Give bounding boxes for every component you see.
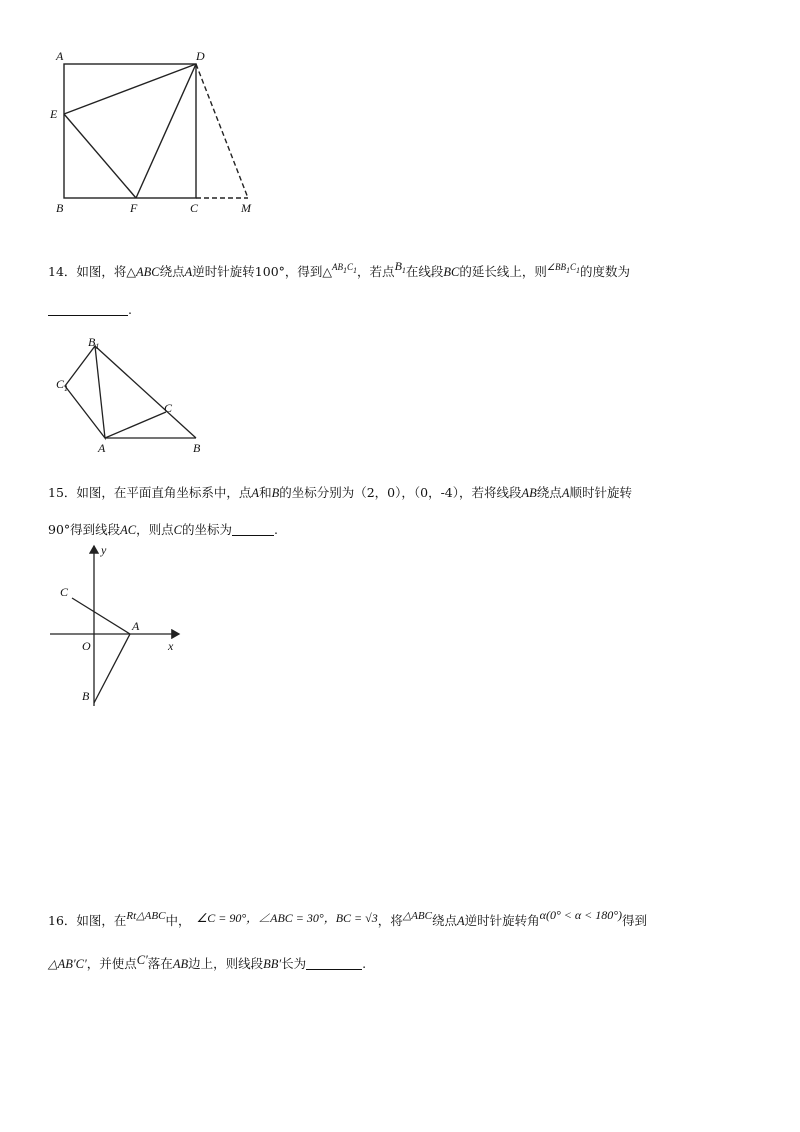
square-abcd [64,64,196,198]
segment-ed [64,64,196,114]
label-b: B [82,689,90,703]
question-15-line2: 90°得到线段AC，则点C的坐标为 . [48,522,278,537]
label-c: C [60,585,69,599]
answer-blank[interactable] [232,523,274,536]
question-number: 15． [48,485,77,500]
label-b: B [193,441,201,455]
angle-bb1c1: ∠BB1C1 [546,262,581,275]
label-o: O [82,639,91,653]
figure-coordinate-15 [46,540,196,710]
label-c: C [190,201,199,215]
label-b: B [56,201,64,215]
label-a: A [56,49,64,63]
label-b1: $B_1$ [88,335,100,351]
triangle-abprimecprime: △AB′C′ [48,957,87,971]
label-a: A [98,441,106,455]
segment-ac [72,598,130,634]
answer-line-14: . [48,300,132,320]
question-14: 14．如图，将△ABC绕点A逆时针旋转100°，得到△$^{AB1C1}$，若点$B_1$在线段BC的延长线上，则$^{\angle BB1C1}$的度数为 [48,259,631,279]
question-16: 16．如图，在Rt△ABC中， ∠C = 90°，∠ABC = 30°，BC = √3，将△ABC绕点A逆时针旋转角α(0° < α < 180°)得到 [48,908,648,928]
segment-ac [105,412,166,438]
condition: ∠C = 90°，∠ABC = 30°，BC = √3 [196,911,378,925]
question-number: 16． [48,913,77,928]
segment-dm-dashed [196,64,248,198]
label-m: M [241,201,251,215]
label-a: A [132,619,140,633]
label-c: C [164,401,173,415]
segment-fd [136,64,196,198]
answer-blank[interactable] [48,303,128,316]
question-number: 14． [48,264,77,279]
rt-triangle: Rt△ABC [126,910,166,922]
triangle-abc: △ABC [402,910,432,922]
question-15: 15．如图，在平面直角坐标系中，点A和B的坐标分别为（2，0），（0，-4），若将线段AB绕点A顺时针旋转 [48,485,632,500]
tri-ab1c1: AB1C1 [332,262,358,275]
segment-b1b [95,346,196,438]
segment-ab [94,634,130,703]
question-16-line2: △AB′C′，并使点C′落在AB边上，则线段BB′长为 . [48,953,367,971]
answer-blank[interactable] [306,957,362,970]
figure-rotation-14 [48,330,218,455]
label-y: y [101,543,107,557]
figure-square [40,40,280,220]
label-d: D [196,49,205,63]
triangle-ab1c1 [65,346,105,438]
point-b1: $B_1$ [394,259,406,275]
angle-alpha: α(0° < α < 180°) [539,908,623,922]
label-x: x [168,639,174,653]
label-e: E [50,107,58,121]
label-c1: $C_1$ [56,377,69,393]
segment-ef [64,114,136,198]
label-f: F [130,201,138,215]
